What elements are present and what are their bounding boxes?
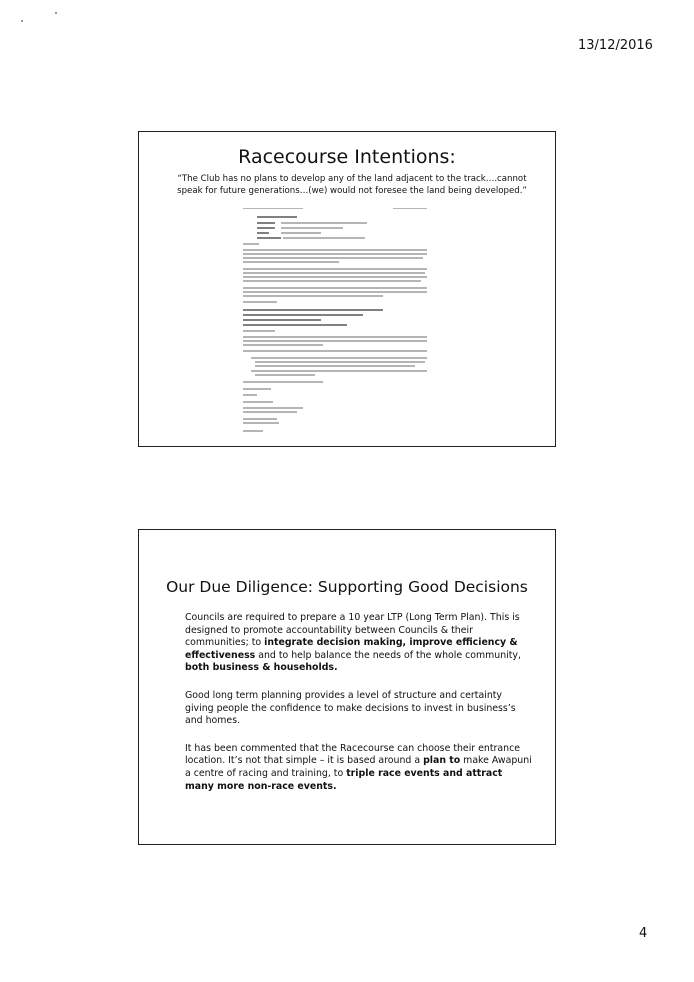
slide-title: Racecourse Intentions:: [238, 146, 456, 168]
slide-title: Our Due Diligence: Supporting Good Decisions: [166, 578, 528, 596]
paragraph-ltp: [185, 612, 533, 675]
paragraph-planning: Good long term planning provides a level of structure and certainty giving people the confidence to make decisions to invest in business’s and homes.: [185, 689, 516, 727]
bold-text: plan to: [423, 755, 461, 767]
slide-body: [185, 612, 533, 808]
paragraph-racecourse: [185, 743, 533, 793]
scan-speck: [55, 12, 57, 14]
slide-quote: “The Club has no plans to develop any of the land adjacent to the track….cannot speak for future generations…(we) would not foresee the land being developed.”: [177, 174, 527, 196]
text-run: make Awapuni a centre of racing and training, to: [185, 755, 532, 779]
text-run: and to help balance the needs of the whole community,: [255, 649, 521, 661]
text-run: Councils are required to prepare a 10 year LTP (Long Term Plan). This is designed to promote accountability between Councils & their communities; to: [185, 612, 520, 649]
bold-text: both business & households.: [185, 662, 338, 674]
bold-text: triple race events and attract many more non-race events.: [185, 767, 503, 792]
slide-due-diligence: [138, 529, 556, 845]
slide-racecourse-intentions: [138, 131, 556, 447]
bold-text: integrate decision making, improve efficiency & effectiveness: [185, 637, 518, 661]
header-date: 13/12/2016: [578, 38, 653, 53]
email-screenshot-image: [243, 208, 428, 434]
scan-speck: [21, 20, 23, 22]
text-run: It has been commented that the Racecourse can choose their entrance location. It’s not that simple – it is based around a: [185, 742, 520, 767]
page-number: 4: [639, 926, 648, 941]
